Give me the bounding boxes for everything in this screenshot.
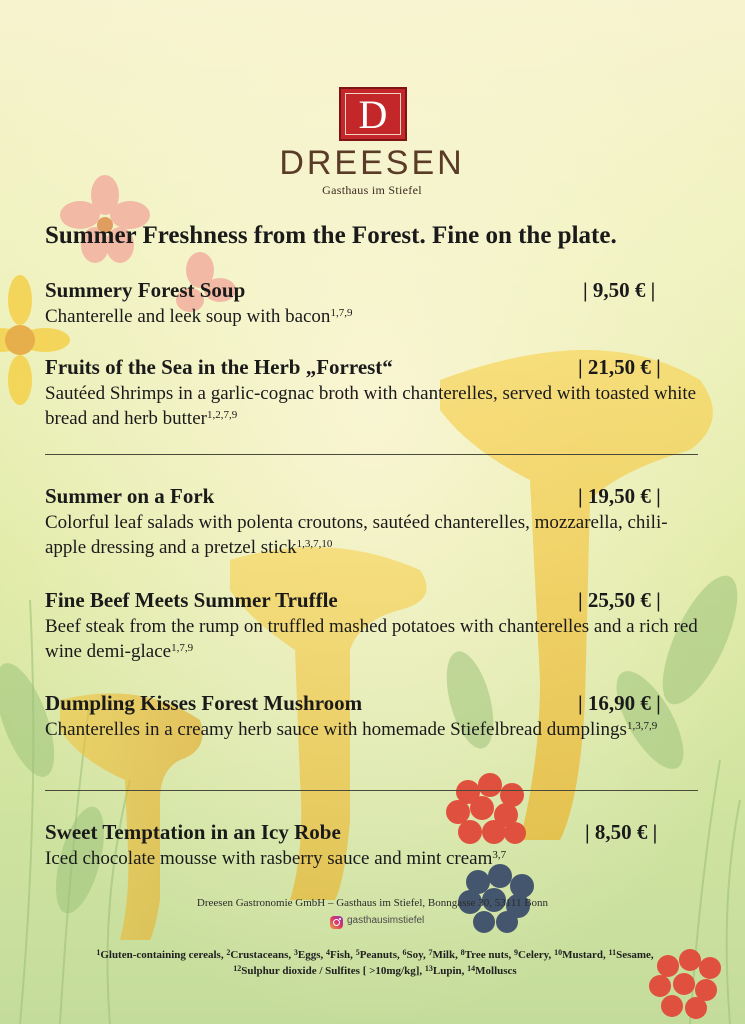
menu-item: [45, 276, 700, 329]
dish-description: Chanterelle and leek soup with bacon$^{1,7,9}$: [45, 306, 353, 327]
allergen-legend-item: $^5$Peanuts,: [355, 948, 403, 961]
logo-mark: [339, 87, 407, 141]
dish-title: Fine Beef Meets Summer Truffle: [45, 588, 338, 612]
allergen-legend-item: $^8$Tree nuts,: [460, 948, 515, 961]
dish-title: Fruits of the Sea in the Herb „Forrest“: [45, 355, 393, 379]
menu-headline: Summer Freshness from the Forest. Fine on the plate.: [45, 222, 617, 249]
dish-price: | 25,50 € |: [578, 588, 661, 612]
allergen-legend-item: $^4$Fish,: [326, 948, 356, 961]
menu-item: [45, 353, 700, 431]
allergen-codes: 1,7,9: [171, 642, 194, 654]
allergen-legend-item: $^1$Gluten-containing cereals,: [96, 948, 227, 961]
dish-price: | 9,50 € |: [583, 278, 656, 302]
allergen-legend: [95, 947, 655, 979]
dish-title: Dumpling Kisses Forest Mushroom: [45, 691, 363, 715]
allergen-legend-item: $^3$Eggs,: [293, 948, 326, 961]
menu-item: [45, 818, 700, 871]
menu-item: [45, 689, 700, 742]
allergen-legend-item: $^6$Soy,: [402, 948, 429, 961]
allergen-legend-item: $^{10}$Mustard,: [554, 948, 609, 961]
allergen-codes: 1,3,7,10: [296, 538, 333, 550]
dish-description: Beef steak from the rump on truffled mashed potatoes with chanterelles and a rich red wine demi-glace$^{1,7,9}$: [45, 616, 698, 662]
menu-item: [45, 482, 700, 560]
menu-item: [45, 586, 700, 664]
allergen-codes: 1,3,7,9: [626, 720, 658, 732]
allergen-codes: 1,7,9: [330, 307, 353, 319]
dish-title: Summer on a Fork: [45, 484, 215, 508]
brand-name: DREESEN: [279, 144, 465, 182]
dish-price: | 16,90 € |: [578, 691, 661, 715]
dish-description: Chanterelles in a creamy herb sauce with homemade Stiefelbread dumplings$^{1,3,7,9}$: [45, 719, 658, 740]
dish-price: | 19,50 € |: [578, 484, 661, 508]
dish-price: | 21,50 € |: [578, 355, 661, 379]
allergen-legend-item: $^{13}$Lupin,: [424, 964, 468, 977]
dish-title: Sweet Temptation in an Icy Robe: [45, 820, 341, 844]
logo-letter: D: [345, 93, 401, 135]
dish-price: | 8,50 € |: [585, 820, 658, 844]
allergen-legend-item: $^{12}$Sulphur dioxide / Sulfites [ >10mg/kg],: [233, 964, 425, 977]
allergen-legend-item: $^7$Milk,: [428, 948, 461, 961]
dish-title: Summery Forest Soup: [45, 278, 246, 302]
instagram-icon[interactable]: [330, 916, 343, 929]
brand-subtitle: Gasthaus im Stiefel: [322, 183, 422, 197]
allergen-legend-item: $^{14}$Molluscs: [467, 964, 517, 977]
allergen-legend-item: $^9$Celery,: [514, 948, 555, 961]
company-address: Dreesen Gastronomie GmbH – Gasthaus im Stiefel, Bonngasse 30, 53111 Bonn: [196, 897, 549, 909]
allergen-legend-item: $^2$Crustaceans,: [226, 948, 294, 961]
dish-description: Colorful leaf salads with polenta croutons, sautéed chanterelles, mozzarella, chili-apple dressing and a pretzel stick$^{1,3,7,10}$: [45, 512, 668, 558]
allergen-legend-item: $^{11}$Sesame,: [608, 948, 654, 961]
dish-description: Iced chocolate mousse with rasberry sauce and mint cream$^{3,7}$: [45, 848, 507, 869]
instagram-handle[interactable]: gasthausimstiefel: [347, 915, 425, 926]
allergen-codes: 1,2,7,9: [206, 409, 238, 421]
section-divider: [45, 790, 698, 791]
allergen-codes: 3,7: [492, 849, 507, 861]
dish-description: Sautéed Shrimps in a garlic-cognac broth with chanterelles, served with toasted white bread and herb butter$^{1,2,7,9}$: [45, 383, 697, 429]
section-divider: [45, 454, 698, 455]
